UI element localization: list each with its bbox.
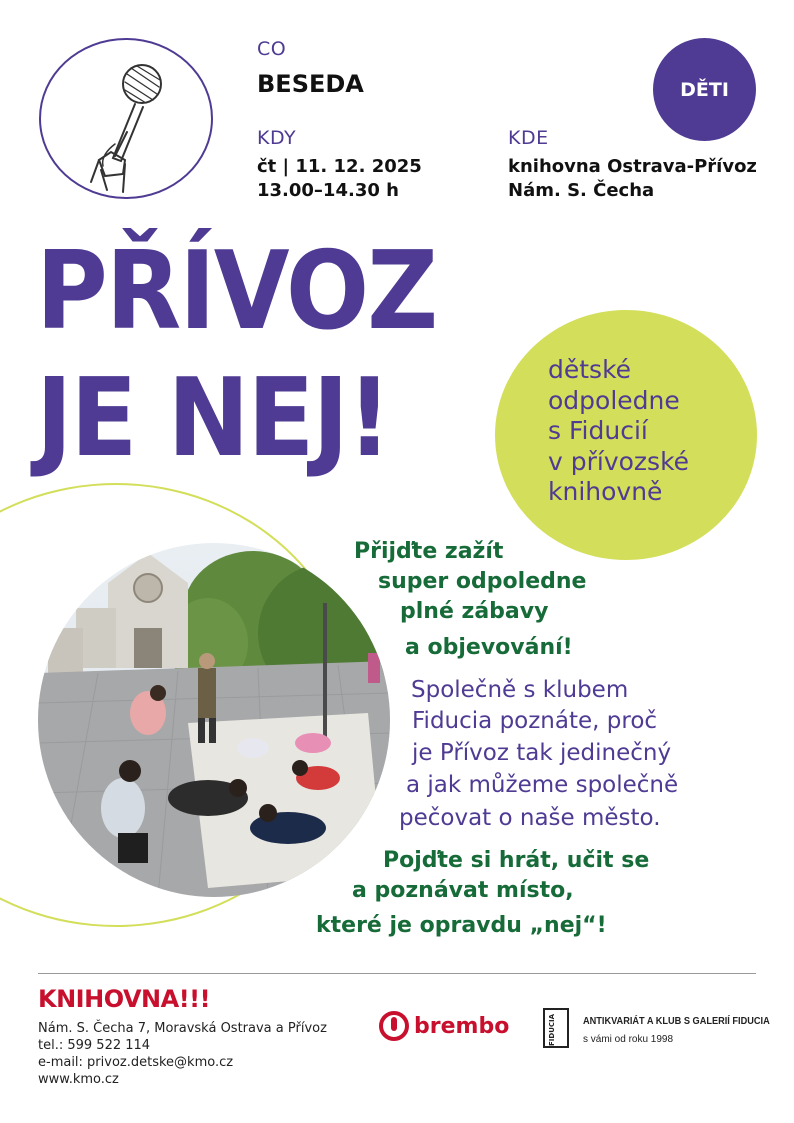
event-photo [38,543,390,897]
fiducia-title: ANTIKVARIÁT A KLUB S GALERIÍ FIDUCIA [583,1016,770,1027]
footer-phone: tel.: 599 522 114 [38,1038,151,1053]
description-line: a jak můžeme společně [406,772,679,798]
footer-divider [38,973,756,974]
footer-website[interactable]: www.kmo.cz [38,1072,119,1087]
kde-label: KDE [508,127,549,149]
closing-line: a poznávat místo, [352,878,574,903]
invite-line: Přijďte zažít [354,539,504,564]
library-logo: KNIHOVNA!!! [38,985,211,1013]
microphone-icon [41,40,211,197]
headline-line-1: PŘÍVOZ [36,229,437,355]
subtitle-line: dětské [548,355,632,384]
footer-email[interactable]: e-mail: privoz.detske@kmo.cz [38,1055,234,1070]
description-line: pečovat o naše město. [399,805,661,831]
headline-line-2: JE NEJ! [36,356,390,482]
closing-line: Pojďte si hrát, učit se [383,848,650,873]
invite-line: super odpoledne [378,569,587,594]
co-label: CO [257,38,287,60]
subtitle-line: s Fiducií [548,416,648,445]
event-venue: knihovna Ostrava-Přívoz [508,156,757,177]
subtitle-line: v přívozské [548,446,690,476]
fiducia-subtitle: s vámi od roku 1998 [583,1034,674,1045]
fiducia-mark [543,1008,569,1048]
subtitle-line: knihovně [548,477,663,506]
event-address: Nám. S. Čecha [508,180,655,201]
subtitle-line: odpoledne [548,385,680,415]
closing-line: které je opravdu „nej“! [316,913,607,938]
description-line: je Přívoz tak jedinečný [412,740,672,766]
description-line: Společně s klubem [411,677,629,703]
brembo-wordmark: brembo [414,1013,510,1039]
description-line: Fiducia poznáte, proč [412,708,658,734]
brembo-logo [378,1010,509,1042]
event-time: 13.00–14.30 h [257,180,399,201]
subtitle-text [548,355,689,508]
invite-line: a objevování! [405,635,573,660]
fiducia-mark-text: FIDUCIA [548,1013,556,1046]
event-date: čt | 11. 12. 2025 [257,156,422,177]
audience-badge: DĚTI [653,38,756,141]
brembo-mark-icon [378,1010,410,1042]
footer-address: Nám. S. Čecha 7, Moravská Ostrava a Přívoz [38,1021,327,1036]
microphone-emblem [39,38,213,199]
event-type: BESEDA [257,70,364,98]
kdy-label: KDY [257,127,297,149]
invite-line: plné zábavy [400,599,549,624]
